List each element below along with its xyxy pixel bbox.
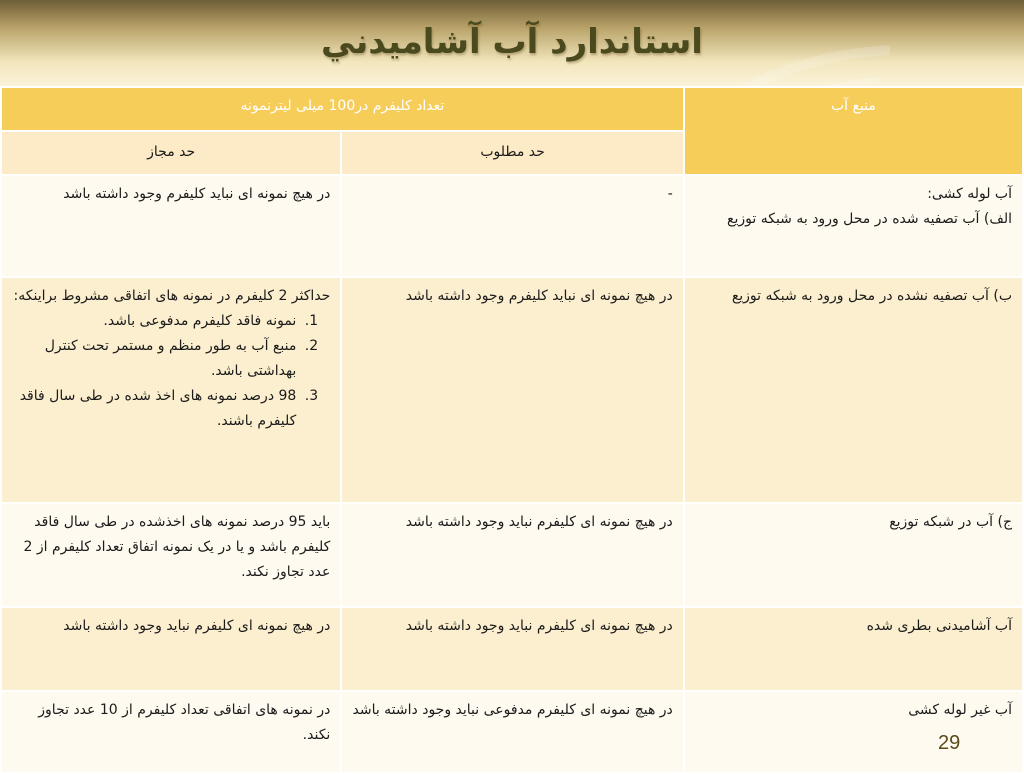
- header-coliform-count: تعداد کلیفرم در100 میلی لیترنمونه: [1, 87, 684, 131]
- table-row: [1, 607, 1023, 691]
- conditions-list: [12, 309, 330, 434]
- cell-allowed: باید 95 درصد نمونه های اخذشده در طی سال فاقد کلیفرم باشد و یا در یک نمونه اتفاق تعداد کلیفرم از 2 عدد تجاوز نکند.: [1, 503, 341, 607]
- header-water-source: منبع آب: [684, 87, 1023, 175]
- cell-source: آب آشامیدنی بطری شده: [684, 607, 1023, 691]
- header-allowed-limit: حد مجاز: [1, 131, 341, 175]
- list-item: 3. 98 درصد نمونه های اخذ شده در طی سال فاقد کلیفرم باشند.: [12, 384, 300, 434]
- cell-desired: در هیچ نمونه ای کلیفرم نباید وجود داشته باشد: [341, 503, 683, 607]
- header-desired-limit: حد مطلوب: [341, 131, 683, 175]
- list-item: 2. منبع آب به طور منظم و مستمر تحت کنترل بهداشتی باشد.: [12, 334, 300, 384]
- table-row: [1, 277, 1023, 503]
- cell-desired: در هیچ نمونه ای نباید کلیفرم وجود داشته باشد: [341, 277, 683, 503]
- cell-allowed: [1, 277, 341, 503]
- cell-desired: در هیچ نمونه ای کلیفرم نباید وجود داشته باشد: [341, 607, 683, 691]
- coliform-standards-table: [0, 86, 1024, 774]
- cell-allowed: در هیچ نمونه ای نباید کلیفرم وجود داشته باشد: [1, 175, 341, 277]
- title-bar: [0, 0, 1024, 86]
- table-row: [1, 503, 1023, 607]
- cell-source: [684, 175, 1023, 277]
- source-line: الف) آب تصفیه شده در محل ورود به شبکه توزیع: [727, 211, 1012, 227]
- cell-allowed: در هیچ نمونه ای کلیفرم نباید وجود داشته باشد: [1, 607, 341, 691]
- table-row: [1, 691, 1023, 773]
- allowed-intro: حداکثر 2 کلیفرم در نمونه های اتفاقی مشروط براینکه:: [13, 288, 331, 304]
- cell-desired: -: [341, 175, 683, 277]
- cell-source: آب غیر لوله کشی: [684, 691, 1023, 773]
- cell-source: ج) آب در شبکه توزیع: [684, 503, 1023, 607]
- source-line: آب لوله کشی:: [927, 186, 1012, 202]
- list-item: 1. نمونه فاقد کلیفرم مدفوعی باشد.: [12, 309, 300, 334]
- page-number: 29: [938, 732, 961, 754]
- slide-title: استاندارد آب آشاميدني: [321, 22, 703, 62]
- cell-allowed: در نمونه های اتفاقی تعداد کلیفرم از 10 عدد تجاوز نکند.: [1, 691, 341, 773]
- table-row: [1, 175, 1023, 277]
- cell-source: ب) آب تصفیه نشده در محل ورود به شبکه توزیع: [684, 277, 1023, 503]
- cell-desired: در هیچ نمونه ای کلیفرم مدفوعی نباید وجود داشته باشد: [341, 691, 683, 773]
